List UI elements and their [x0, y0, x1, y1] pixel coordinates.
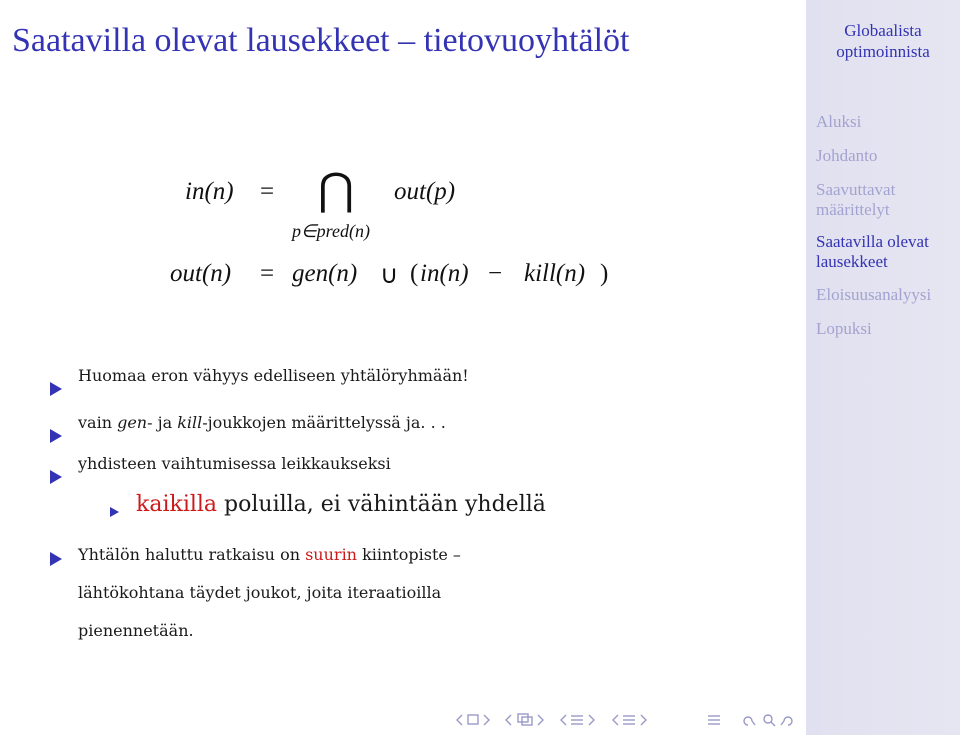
bullet-solution: Yhtälön haluttu ratkaisu on suurin kiintopiste – lähtökohtana täydet joukot, joita iteraatioilla pienennetään. — [78, 545, 461, 640]
bullet-gen-kill: vain gen- ja kill-joukkojen määrittelyssä ja. . . — [78, 413, 446, 432]
sidebar-item-lopuksi[interactable]: Lopuksi — [816, 319, 872, 338]
bullet-remark: Huomaa eron vähyys edelliseen yhtälöryhmään! — [78, 366, 469, 385]
sidebar-item-eloisuusanalyysi[interactable]: Eloisuusanalyysi — [816, 285, 932, 304]
nav-search-icon[interactable] — [764, 715, 775, 726]
bullet-marker — [50, 552, 62, 566]
sidebar-item-aluksi[interactable]: Aluksi — [816, 112, 862, 131]
subbullet-marker — [110, 507, 119, 517]
nav-section-forward-icon[interactable] — [589, 715, 594, 725]
eq2-in: in(n) — [420, 260, 469, 287]
nav-section-back-icon[interactable] — [561, 715, 566, 725]
bullet-marker — [50, 429, 62, 443]
eq2-equals: = — [260, 260, 275, 287]
nav-document-icon[interactable] — [623, 716, 635, 724]
eq2-lhs: out(n) — [170, 260, 232, 287]
bullet-marker — [50, 470, 62, 484]
nav-document-forward-icon[interactable] — [641, 715, 646, 725]
sidebar-item-johdanto[interactable]: Johdanto — [816, 146, 878, 165]
union-operator: ∪ — [380, 262, 399, 289]
nav-search-back-icon[interactable] — [744, 717, 755, 725]
nav-frame-back-icon[interactable] — [457, 715, 462, 725]
sidebar-item-saatavilla-olevat-lausekkeet[interactable]: Saatavilla olevat lausekkeet — [816, 232, 929, 271]
eq2-minus: − — [488, 260, 503, 287]
nav-subsection-forward-icon[interactable] — [538, 715, 543, 725]
eq2-gen: gen(n) — [292, 260, 358, 287]
eq2-kill: kill(n) — [524, 260, 586, 287]
intersection-operator: ⋂ — [318, 165, 355, 214]
nav-search-forward-icon[interactable] — [781, 717, 792, 725]
nav-frame-icon[interactable] — [468, 715, 478, 724]
eq2-rparen: ) — [600, 260, 609, 287]
nav-document-back-icon[interactable] — [613, 715, 618, 725]
eq1-rhs: out(p) — [394, 178, 456, 205]
nav-subsection-icon[interactable] — [518, 714, 532, 725]
slide-title: Saatavilla olevat lausekkeet – tietovuoyhtälöt — [12, 22, 630, 59]
eq1-lhs: in(n) — [185, 178, 234, 205]
bullet-intersection: yhdisteen vaihtumisessa leikkaukseksi — [78, 454, 391, 473]
sidebar-header: Globaalista optimoinnista — [836, 21, 930, 61]
nav-frame-forward-icon[interactable] — [484, 715, 489, 725]
nav-subsection-back-icon[interactable] — [506, 715, 511, 725]
nav-section-icon[interactable] — [571, 716, 583, 724]
eq1-subscript: p∈pred(n) — [292, 221, 370, 241]
eq2-lparen: ( — [410, 260, 419, 287]
sidebar — [806, 0, 960, 735]
sidebar-item-saavuttavat-maarittelyt[interactable]: Saavuttavat määrittelyt — [816, 180, 896, 219]
bullet-marker — [50, 382, 62, 396]
navigation-symbols[interactable] — [456, 712, 801, 728]
subbullet-all-paths: kaikilla poluilla, ei vähintään yhdellä — [136, 492, 546, 517]
eq1-equals: = — [260, 178, 275, 205]
nav-appendix-icon[interactable] — [708, 716, 720, 724]
